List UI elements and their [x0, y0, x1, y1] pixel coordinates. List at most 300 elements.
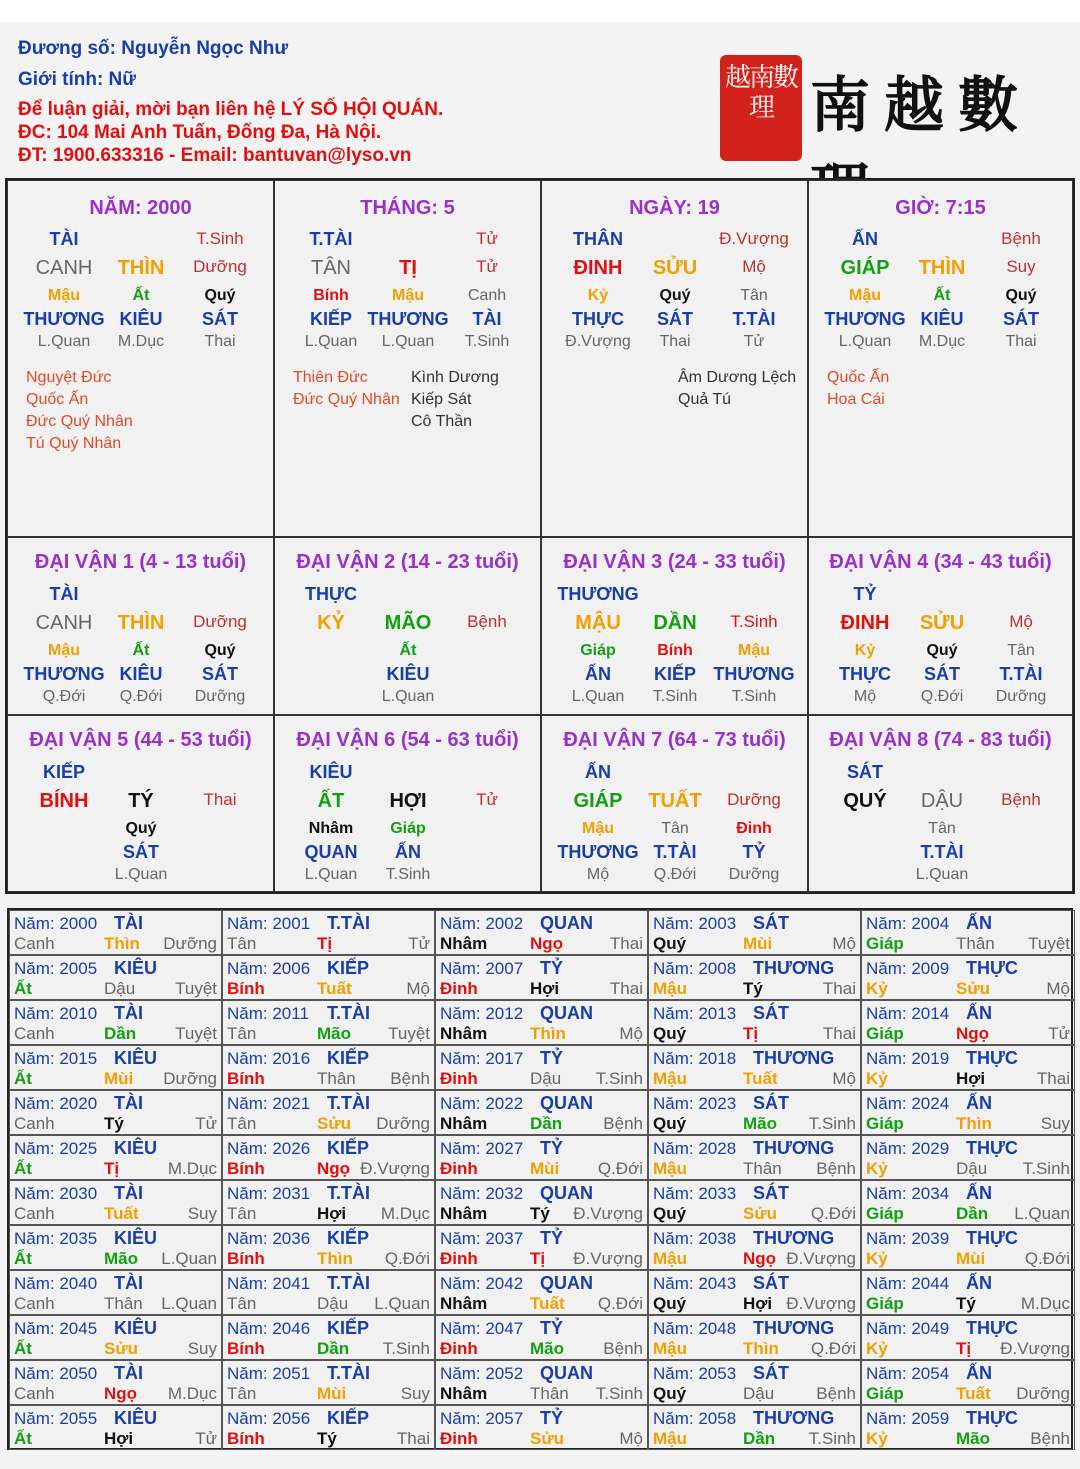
year-god: TÀI: [114, 1093, 143, 1113]
dai_van-2-r4-c0: L.Quan: [571, 688, 625, 705]
dai-van-1: [7, 537, 274, 715]
year-label: Năm: 2011: [227, 1004, 309, 1023]
year-stem: Kỷ: [866, 979, 888, 998]
dai_van-6-r3-c2: TỶ: [742, 842, 766, 862]
year-god: SÁT: [753, 1363, 789, 1383]
year-cell: [861, 1135, 1075, 1180]
star-left: Quốc Ấn: [827, 369, 890, 386]
year-branch: Dần: [530, 1114, 563, 1133]
year-god: THỰC: [966, 1408, 1018, 1428]
year-stem: Tân: [227, 934, 257, 953]
pillar-title: GIỜ: 7:15: [895, 197, 986, 219]
pillars-3-r4-c1: M.Dục: [918, 333, 966, 350]
year-branch: Ngọ: [317, 1159, 351, 1178]
pillars-0-r3-c0: THƯƠNG: [23, 309, 105, 329]
pillars-3-r4-c2: Thai: [1005, 333, 1037, 350]
year-branch: Tuất: [104, 1204, 139, 1223]
year-branch: Thìn: [530, 1024, 566, 1043]
pillars-2-r2-c2: Tân: [740, 287, 768, 304]
year-phase: Đ.Vượng: [573, 1204, 643, 1223]
year-cell: [435, 1315, 648, 1360]
year-phase: Mộ: [832, 934, 856, 953]
year-god: ẤN: [966, 1093, 992, 1113]
year-label: Năm: 2059: [866, 1409, 950, 1428]
pillars-2-r0-c2: Đ.Vượng: [719, 229, 789, 248]
pillars-0-r2-c0: Mậu: [48, 287, 80, 304]
year-phase: T.Sinh: [1022, 1159, 1070, 1178]
year-branch: Thìn: [743, 1339, 779, 1358]
year-label: Năm: 2040: [14, 1274, 98, 1293]
dai_van-3-r3-c2: T.TÀI: [999, 664, 1043, 684]
red-seal-stamp: 越南數理: [720, 55, 802, 161]
dai_van-3-r2-c0: Kỷ: [854, 642, 876, 659]
year-phase: T.Sinh: [595, 1384, 643, 1403]
year-branch: Dần: [104, 1024, 137, 1043]
year-label: Năm: 2058: [653, 1409, 737, 1428]
year-god: THỰC: [966, 958, 1018, 978]
year-stem: Mậu: [653, 1159, 687, 1178]
year-god: SÁT: [753, 1003, 789, 1023]
year-cell: [648, 1090, 861, 1135]
star-left: Nguyệt Đức: [26, 369, 112, 386]
pillars-3-r1-c0: GIÁP: [840, 257, 890, 279]
year-label: Năm: 2014: [866, 1004, 950, 1023]
year-branch: Mão: [530, 1339, 564, 1358]
year-phase: Q.Đới: [597, 1294, 643, 1313]
year-branch: Thân: [317, 1069, 356, 1088]
year-cell: [9, 1225, 222, 1270]
year-cell: [222, 1135, 435, 1180]
year-label: Năm: 2056: [227, 1409, 311, 1428]
dai_van-2-r1-c0: MẬU: [575, 612, 621, 634]
year-phase: Mộ: [1046, 979, 1070, 998]
dai_van-2-r3-c1: KIẾP: [653, 664, 696, 684]
pillars-1-r4-c2: T.Sinh: [464, 333, 510, 350]
year-stem: Tân: [227, 1024, 257, 1043]
year-label: Năm: 2035: [14, 1229, 98, 1248]
year-stem: Tân: [227, 1204, 257, 1223]
year-phase: T.Sinh: [808, 1114, 856, 1133]
pillars-3-r4-c0: L.Quan: [838, 333, 892, 350]
year-label: Năm: 2017: [440, 1049, 524, 1068]
year-branch: Dậu: [743, 1384, 775, 1403]
year-branch: Tuất: [317, 979, 352, 998]
dai_van-3-r3-c1: SÁT: [924, 664, 960, 684]
year-cell: [648, 1135, 861, 1180]
star-right: Kình Dương: [411, 369, 499, 386]
star-left: Hoa Cái: [827, 391, 885, 408]
year-label: Năm: 2008: [653, 959, 737, 978]
pillars-3-r0-c0: ẤN: [852, 229, 878, 249]
year-cell: [435, 1270, 648, 1315]
dai_van-6-r2-c1: Tân: [661, 820, 689, 837]
year-phase: Thai: [609, 934, 643, 953]
year-stem: Đinh: [440, 1159, 478, 1178]
year-phase: L.Quan: [161, 1294, 217, 1313]
year-stem: Quý: [653, 1114, 687, 1133]
year-cell: [648, 1405, 861, 1450]
year-god: KIẾP: [327, 1408, 370, 1428]
year-cell: [9, 1135, 222, 1180]
year-label: Năm: 2049: [866, 1319, 950, 1338]
year-branch: Hợi: [317, 1204, 347, 1223]
dai_van-6-r4-c1: Q.Đới: [653, 866, 697, 883]
year-label: Năm: 2026: [227, 1139, 311, 1158]
year-cell: [9, 955, 222, 1000]
year-god: T.TÀI: [327, 1183, 370, 1203]
year-god: KIẾP: [327, 1138, 370, 1158]
pillars-chart: [5, 178, 1075, 894]
dai_van-6-r3-c0: THƯƠNG: [557, 842, 639, 862]
year-branch: Hợi: [530, 979, 560, 998]
year-god: THỰC: [966, 1318, 1018, 1338]
dai_van-1-r1-c1: MÃO: [384, 612, 432, 634]
year-branch: Ngọ: [743, 1249, 777, 1268]
year-stem: Bính: [227, 1339, 265, 1358]
year-stem: Quý: [653, 1024, 687, 1043]
year-stem: Tân: [227, 1294, 257, 1313]
dai_van-0-r1-c1: THÌN: [117, 612, 165, 634]
year-label: Năm: 2025: [14, 1139, 98, 1158]
dai_van-2-r2-c0: Giáp: [580, 642, 616, 659]
dai_van-2-r3-c0: ẤN: [585, 664, 611, 684]
year-branch: Mão: [104, 1249, 138, 1268]
dai_van-3-r1-c0: ĐINH: [840, 612, 890, 634]
year-phase: Q.Đới: [597, 1159, 643, 1178]
year-stem: Mậu: [653, 979, 687, 998]
pillars-0-r4-c1: M.Dục: [117, 333, 165, 350]
year-cell: [648, 1225, 861, 1270]
year-cell: [222, 1405, 435, 1450]
year-branch: Tuất: [956, 1384, 991, 1403]
dai_van-2-r4-c2: T.Sinh: [731, 688, 777, 705]
dai_van-5-r0-c0: KIÊU: [309, 762, 353, 782]
pillars-0-r4-c0: L.Quan: [37, 333, 91, 350]
pillars-0-r0-c2: T.Sinh: [196, 229, 244, 248]
year-stem: Nhâm: [440, 1294, 488, 1313]
dai_van-0-r1-c0: CANH: [35, 612, 93, 634]
dai_van-5-r4-c1: T.Sinh: [385, 866, 431, 883]
year-phase: Thai: [1036, 1069, 1070, 1088]
dai-van-4: [808, 537, 1073, 715]
dai_van-4-r3-c1: SÁT: [123, 842, 159, 862]
dai_van-3-r4-c1: Q.Đới: [920, 688, 964, 705]
pillars-2-r4-c1: Thai: [659, 333, 691, 350]
pillars-1-r0-c2: Tử: [476, 229, 498, 248]
year-cell: [861, 1045, 1075, 1090]
year-stem: Tân: [227, 1384, 257, 1403]
year-label: Năm: 2016: [227, 1049, 311, 1068]
header: [0, 22, 1080, 177]
dai_van-0-r1-c2: Dưỡng: [193, 612, 247, 631]
year-phase: M.Dục: [167, 1159, 217, 1178]
dai_van-2-r1-c2: T.Sinh: [730, 612, 778, 631]
year-label: Năm: 2041: [227, 1274, 311, 1293]
year-label: Năm: 2052: [440, 1364, 524, 1383]
year-stem: Quý: [653, 934, 687, 953]
year-god: TÀI: [114, 1183, 143, 1203]
year-label: Năm: 2053: [653, 1364, 737, 1383]
year-phase: Đ.Vượng: [786, 1294, 856, 1313]
year-cell: [861, 1270, 1075, 1315]
year-stem: Nhâm: [440, 1024, 488, 1043]
year-god: TÀI: [114, 913, 143, 933]
year-label: Năm: 2018: [653, 1049, 737, 1068]
dai-van-title: ĐẠI VẬN 5 (44 - 53 tuổi): [29, 729, 252, 751]
year-phase: M.Dục: [167, 1384, 217, 1403]
year-stem: Giáp: [866, 934, 904, 953]
year-god: T.TÀI: [327, 1363, 370, 1383]
pillars-1-r2-c1: Mậu: [392, 287, 424, 304]
year-god: T.TÀI: [327, 1273, 370, 1293]
dai_van-6-r4-c2: Dưỡng: [728, 866, 780, 883]
dai_van-3-r3-c0: THỰC: [839, 664, 891, 684]
contact-line: Để luận giải, mời bạn liên hệ LÝ SỐ HỘI QUÁN.: [18, 99, 444, 120]
pillars-1-r1-c0: TÂN: [311, 257, 351, 279]
year-cell: [222, 1090, 435, 1135]
dai_van-7-r1-c2: Bệnh: [1001, 790, 1041, 809]
year-stem: Canh: [14, 1204, 55, 1223]
year-god: QUAN: [540, 1003, 593, 1023]
year-branch: Tị: [104, 1159, 120, 1178]
dai-van-title: ĐẠI VẬN 1 (4 - 13 tuổi): [34, 551, 247, 573]
year-god: KIÊU: [114, 1408, 158, 1428]
year-phase: Bệnh: [816, 1159, 856, 1178]
pillar-3: [808, 180, 1073, 537]
year-branch: Tý: [956, 1294, 976, 1313]
year-cell: [861, 1315, 1075, 1360]
year-god: QUAN: [540, 1093, 593, 1113]
dai_van-1-r3-c1: KIÊU: [386, 664, 430, 684]
star-left: Tú Quý Nhân: [26, 435, 122, 452]
pillar-2: [541, 180, 808, 537]
year-god: KIÊU: [114, 1318, 158, 1338]
dai_van-3-r1-c2: Mộ: [1009, 612, 1033, 631]
year-stem: Bính: [227, 1249, 265, 1268]
year-god: ẤN: [966, 913, 992, 933]
dai_van-4-r0-c0: KIẾP: [42, 762, 85, 782]
year-phase: Tuyệt: [175, 979, 217, 998]
pillars-1-r3-c2: TÀI: [472, 309, 502, 329]
year-stem: Canh: [14, 934, 55, 953]
year-label: Năm: 2021: [227, 1094, 311, 1113]
year-cell: [222, 1045, 435, 1090]
star-left: Đức Quý Nhân: [26, 413, 133, 430]
dai_van-2-r0-c0: THƯƠNG: [557, 584, 639, 604]
dai_van-4-r1-c0: BÍNH: [39, 790, 89, 812]
dai_van-5-r1-c2: Tử: [476, 790, 498, 809]
top-strip: [0, 0, 1080, 22]
year-label: Năm: 2012: [440, 1004, 524, 1023]
year-label: Năm: 2038: [653, 1229, 737, 1248]
dai_van-5-r3-c1: ẤN: [395, 842, 421, 862]
year-stem: Quý: [653, 1294, 687, 1313]
dai_van-3-r4-c0: Mộ: [853, 688, 877, 705]
year-god: ẤN: [966, 1183, 992, 1203]
year-branch: Tý: [317, 1429, 337, 1448]
logo-calligraphy: 南越數: [810, 71, 1032, 141]
year-phase: Q.Đới: [810, 1339, 856, 1358]
year-stem: Mậu: [653, 1339, 687, 1358]
year-branch: Tý: [530, 1204, 550, 1223]
year-stem: Đinh: [440, 1339, 478, 1358]
year-branch: Tị: [530, 1249, 546, 1268]
year-branch: Dậu: [530, 1069, 562, 1088]
star-right: Quả Tú: [678, 391, 732, 408]
year-phase: Mộ: [619, 1024, 643, 1043]
year-god: ẤN: [966, 1363, 992, 1383]
dai-van-title: ĐẠI VẬN 3 (24 - 33 tuổi): [563, 551, 786, 573]
year-branch: Dần: [956, 1204, 989, 1223]
year-stem: Nhâm: [440, 1204, 488, 1223]
pillars-0-r1-c2: Dưỡng: [193, 257, 247, 276]
year-cell: [435, 955, 648, 1000]
year-branch: Tuất: [530, 1294, 565, 1313]
dai_van-6-r1-c1: TUẤT: [648, 790, 702, 812]
year-branch: Sửu: [104, 1339, 139, 1358]
year-cell: [435, 1405, 648, 1450]
dai_van-6-r3-c1: T.TÀI: [653, 842, 697, 862]
dai-van-2: [274, 537, 541, 715]
dai_van-4-r2-c1: Quý: [125, 820, 157, 837]
year-stem: Bính: [227, 1429, 265, 1448]
year-cell: [648, 1000, 861, 1045]
pillars-1-r2-c0: Bính: [313, 287, 349, 304]
year-phase: Tử: [1048, 1024, 1070, 1043]
year-god: QUAN: [540, 913, 593, 933]
year-phase: Suy: [187, 1339, 217, 1358]
year-phase: Bệnh: [603, 1339, 643, 1358]
dai_van-0-r3-c1: KIÊU: [119, 664, 163, 684]
year-label: Năm: 2037: [440, 1229, 524, 1248]
year-cell: [435, 1090, 648, 1135]
year-stem: Canh: [14, 1024, 55, 1043]
year-stem: Quý: [653, 1204, 687, 1223]
year-phase: L.Quan: [1014, 1204, 1070, 1223]
pillars-1-r3-c1: THƯƠNG: [367, 309, 449, 329]
year-stem: Quý: [653, 1384, 687, 1403]
year-god: KIÊU: [114, 1138, 158, 1158]
year-branch: Hợi: [956, 1069, 986, 1088]
dai_van-0-r2-c1: Ất: [132, 642, 150, 659]
year-stem: Đinh: [440, 979, 478, 998]
year-god: T.TÀI: [327, 1093, 370, 1113]
dai-van-6: [274, 715, 541, 892]
dai_van-6-r4-c0: Mộ: [586, 866, 610, 883]
pillars-1-r3-c0: KIẾP: [309, 309, 352, 329]
year-phase: Đ.Vượng: [573, 1249, 643, 1268]
year-cell: [222, 1225, 435, 1270]
year-stem: Ất: [14, 1339, 32, 1358]
year-phase: Q.Đới: [1024, 1249, 1070, 1268]
dai_van-5-r2-c0: Nhâm: [308, 820, 354, 837]
year-branch: Mùi: [743, 934, 773, 953]
year-phase: L.Quan: [374, 1294, 430, 1313]
year-cell: [648, 1360, 861, 1405]
year-phase: Dưỡng: [163, 934, 217, 953]
year-god: TÀI: [114, 1363, 143, 1383]
year-branch: Thân: [104, 1294, 143, 1313]
dai-van-title: ĐẠI VẬN 8 (74 - 83 tuổi): [829, 729, 1052, 751]
year-phase: Thai: [822, 979, 856, 998]
pillars-0-r1-c1: THÌN: [117, 257, 165, 279]
year-phase: Mộ: [619, 1429, 643, 1448]
year-stem: Kỷ: [866, 1069, 888, 1088]
dai_van-2-r3-c2: THƯƠNG: [713, 664, 795, 684]
year-cell: [9, 1270, 222, 1315]
pillars-1-r2-c2: Canh: [467, 287, 507, 304]
year-label: Năm: 2029: [866, 1139, 950, 1158]
star-left: Quốc Ấn: [26, 391, 89, 408]
pillars-3-r1-c2: Suy: [1006, 257, 1036, 276]
dai-van-8: [808, 715, 1073, 892]
year-branch: Mùi: [104, 1069, 134, 1088]
year-god: KIẾP: [327, 1228, 370, 1248]
year-phase: Bệnh: [603, 1114, 643, 1133]
year-phase: Dưỡng: [1016, 1384, 1070, 1403]
year-god: QUAN: [540, 1273, 593, 1293]
year-stem: Ất: [14, 1159, 32, 1178]
year-god: TỶ: [540, 1408, 564, 1428]
year-cell: [648, 1270, 861, 1315]
year-cell: [222, 1000, 435, 1045]
year-phase: Đ.Vượng: [1000, 1339, 1070, 1358]
year-label: Năm: 2000: [14, 914, 98, 933]
year-stem: Giáp: [866, 1114, 904, 1133]
year-stem: Đinh: [440, 1429, 478, 1448]
star-right: Âm Dương Lệch: [678, 369, 797, 386]
year-cell: [222, 910, 435, 955]
year-cell: [9, 1000, 222, 1045]
year-stem: Bính: [227, 979, 265, 998]
year-god: SÁT: [753, 1093, 789, 1113]
year-phase: Dưỡng: [163, 1069, 217, 1088]
year-branch: Sửu: [317, 1114, 352, 1133]
pillars-0-r0-c0: TÀI: [49, 229, 79, 249]
year-phase: Đ.Vượng: [360, 1159, 430, 1178]
pillars-3-r2-c0: Mậu: [849, 287, 881, 304]
dai_van-5-r3-c0: QUAN: [304, 842, 358, 862]
year-god: T.TÀI: [327, 1003, 370, 1023]
year-cell: [435, 1045, 648, 1090]
dai_van-0-r3-c2: SÁT: [202, 664, 238, 684]
year-god: THỰC: [966, 1138, 1018, 1158]
year-phase: M.Dục: [1020, 1294, 1070, 1313]
year-label: Năm: 2034: [866, 1184, 950, 1203]
year-stem: Đinh: [440, 1249, 478, 1268]
year-stem: Nhâm: [440, 934, 488, 953]
dai_van-4-r1-c1: TÝ: [128, 790, 154, 812]
year-cell: [222, 1360, 435, 1405]
dai_van-0-r2-c2: Quý: [204, 642, 236, 659]
year-cell: [861, 910, 1075, 955]
star-right: Cô Thần: [411, 413, 473, 430]
pillars-0-r3-c1: KIÊU: [119, 309, 163, 329]
year-phase: Dưỡng: [376, 1114, 430, 1133]
pillars-3-r3-c1: KIÊU: [920, 309, 964, 329]
year-branch: Dậu: [317, 1294, 349, 1313]
pillars-2-r3-c0: THỰC: [572, 309, 624, 329]
year-stem: Canh: [14, 1114, 55, 1133]
pillars-2-r2-c0: Kỷ: [587, 287, 609, 304]
dai-van-7: [541, 715, 808, 892]
year-phase: Q.Đới: [810, 1204, 856, 1223]
pillars-2-r1-c0: ĐINH: [573, 257, 623, 279]
year-branch: Ngọ: [530, 934, 564, 953]
dai_van-0-r0-c0: TÀI: [49, 584, 79, 604]
year-branch: Tị: [956, 1339, 972, 1358]
year-branch: Hợi: [743, 1294, 773, 1313]
